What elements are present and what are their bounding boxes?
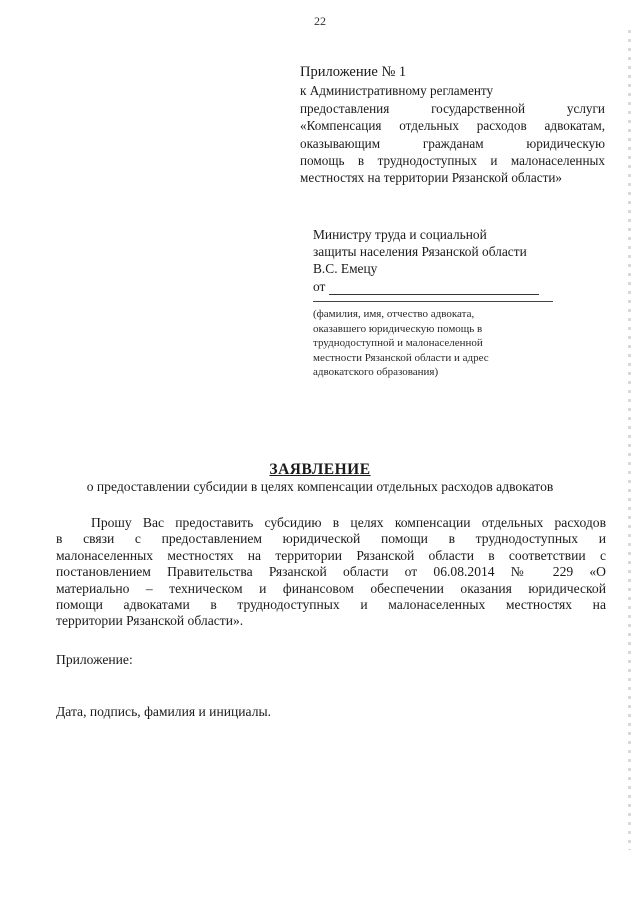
appendix-line: оказывающим гражданам юридическую [300, 135, 605, 151]
appendix-line: предоставления государственной услуги [300, 100, 605, 116]
body-line: Прошу Вас предоставить субсидию в целях компенсации отдельных расходов [91, 515, 606, 530]
caption-line: оказавшего юридическую помощь в [313, 322, 483, 335]
document-title: ЗАЯВЛЕНИЕ [269, 461, 371, 478]
caption-line: местности Рязанской области и адрес [313, 351, 489, 364]
page-number: 22 [314, 14, 326, 28]
caption-line: труднодоступной и малонаселенной [313, 337, 483, 350]
body-line: малонаселенных местностях на территории Рязанской области в соответствии с [56, 547, 606, 563]
applicant-caption [313, 307, 553, 380]
appendix-line: «Компенсация отдельных расходов адвокатам, [300, 118, 605, 134]
addressee-line: Министру труда и социальной [313, 227, 487, 242]
from-blank-field [329, 282, 539, 295]
caption-line: (фамилия, имя, отчество адвоката, [313, 308, 475, 320]
body-line: помощи адвокатами в труднодоступных и малонаселенных местностях на [56, 597, 606, 613]
scan-edge-artifact [628, 30, 631, 850]
document-subtitle: о предоставлении субсидии в целях компенсации отдельных расходов адвокатов [86, 479, 554, 494]
from-label: от [313, 278, 326, 294]
application-body [56, 515, 606, 630]
body-line: в связи с предоставлением юридической помощи в труднодоступных и [56, 531, 606, 547]
body-line: территории Рязанской области». [56, 613, 244, 629]
addressee-line: В.С. Емецу [313, 261, 378, 277]
addressee-line: защиты населения Рязанской области [313, 244, 527, 260]
body-line: постановлением Правительства Рязанской области от 06.08.2014 № 229 «О [56, 564, 606, 580]
caption-line: адвокатского образования) [313, 366, 439, 379]
attachments-label: Приложение: [56, 652, 133, 667]
appendix-title: Приложение № 1 [300, 64, 407, 80]
body-line: материально – техническом и финансовом обеспечении оказания юридической [56, 580, 606, 596]
from-row [313, 278, 573, 295]
addressee-block [313, 226, 573, 295]
appendix-line: местностях на территории Рязанской области» [300, 170, 563, 186]
appendix-header [300, 64, 605, 187]
appendix-line: к Административному регламенту [300, 83, 494, 99]
signature-label: Дата, подпись, фамилия и инициалы. [56, 704, 272, 719]
caption-separator [313, 301, 553, 302]
appendix-line: помощь в труднодоступных и малонаселенных [300, 153, 605, 169]
